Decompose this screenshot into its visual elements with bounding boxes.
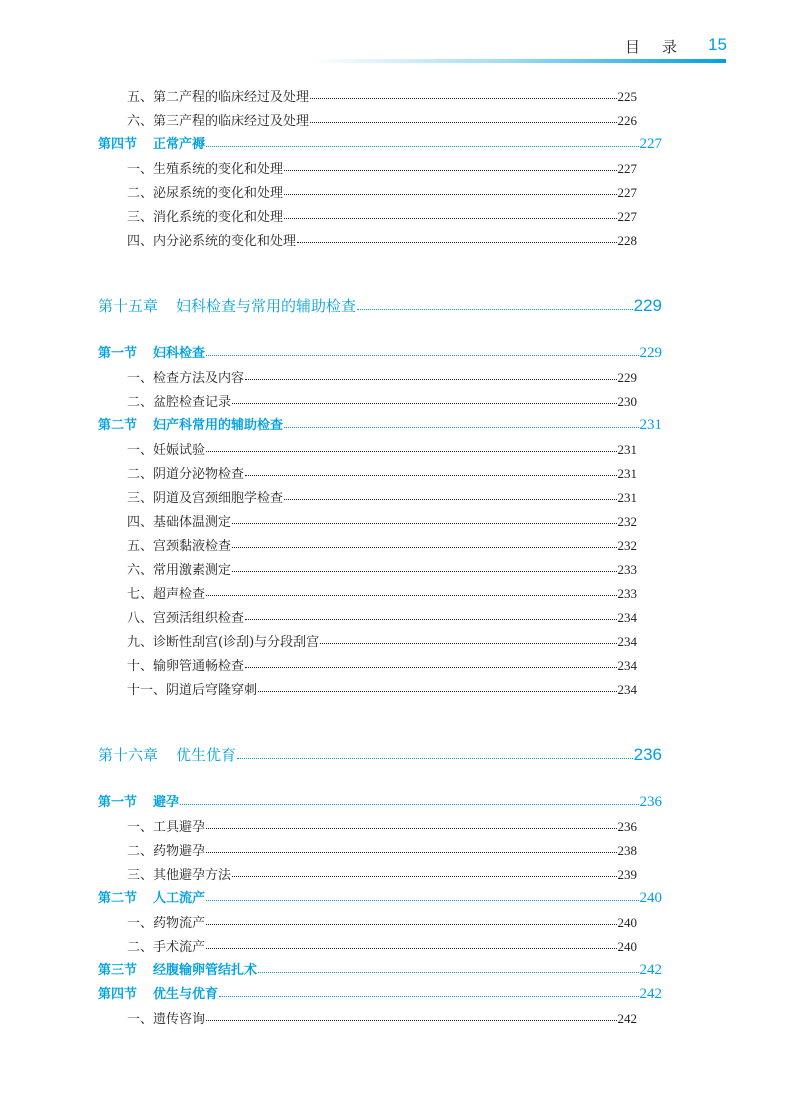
toc-item-page: 232 — [617, 538, 637, 553]
toc-chapter-page: 236 — [633, 745, 662, 764]
toc-item[interactable] — [127, 655, 637, 675]
leader-dots — [206, 451, 616, 452]
page-header — [0, 34, 800, 64]
leader-dots — [284, 170, 616, 171]
toc-section[interactable] — [98, 342, 662, 364]
toc-item[interactable] — [127, 631, 637, 651]
leader-dots — [206, 948, 616, 949]
toc-item-label: 二、泌尿系统的变化和处理 — [127, 186, 284, 201]
toc-item-label: 二、盆腔检查记录 — [127, 395, 232, 410]
toc-section-page: 231 — [639, 417, 662, 433]
leader-dots — [320, 643, 616, 644]
leader-dots — [245, 379, 616, 380]
leader-dots — [206, 852, 616, 853]
leader-dots — [284, 194, 616, 195]
leader-dots — [237, 758, 633, 759]
leader-dots — [310, 98, 616, 99]
leader-dots — [206, 595, 616, 596]
toc-item-page: 234 — [617, 610, 637, 625]
toc-item-label: 一、工具避孕 — [127, 820, 206, 835]
toc-item-label: 十、输卵管通畅检查 — [127, 659, 245, 674]
leader-dots — [206, 1020, 616, 1021]
leader-dots — [206, 146, 638, 147]
section-number: 第一节 — [98, 795, 138, 810]
toc-item[interactable] — [127, 110, 637, 130]
toc-item[interactable] — [127, 559, 637, 579]
header-page-number: 15 — [708, 35, 727, 54]
toc-item-page: 225 — [617, 89, 637, 104]
toc-item-page: 233 — [617, 562, 637, 577]
toc-item-label: 四、内分泌系统的变化和处理 — [127, 234, 297, 249]
toc-item[interactable] — [127, 487, 637, 507]
toc-item-page: 236 — [617, 819, 637, 834]
leader-dots — [180, 804, 638, 805]
toc-section-label — [98, 342, 205, 361]
section-title: 正常产褥 — [153, 137, 206, 152]
leader-dots — [245, 475, 616, 476]
toc-item[interactable] — [127, 158, 637, 178]
toc-item[interactable] — [127, 439, 637, 459]
section-number: 第四节 — [98, 987, 138, 1002]
toc-chapter-page: 229 — [633, 296, 662, 315]
toc-chapter-label — [98, 295, 356, 316]
leader-dots — [245, 667, 616, 668]
toc-section[interactable] — [98, 133, 662, 155]
leader-dots — [206, 924, 616, 925]
toc-item-page: 242 — [617, 1011, 637, 1026]
toc-item[interactable] — [127, 679, 637, 699]
toc-item-page: 234 — [617, 658, 637, 673]
toc-item[interactable] — [127, 840, 637, 860]
toc-item-page: 231 — [617, 490, 637, 505]
leader-dots — [310, 122, 616, 123]
section-title: 人工流产 — [153, 891, 206, 906]
leader-dots — [357, 309, 633, 310]
chapter-title: 优生优育 — [176, 746, 237, 764]
toc-item-label: 五、第二产程的临床经过及处理 — [127, 90, 310, 105]
toc-item-label: 二、药物避孕 — [127, 844, 206, 859]
toc-item-page: 240 — [617, 915, 637, 930]
leader-dots — [232, 547, 616, 548]
toc-section-page: 242 — [639, 986, 662, 1002]
leader-dots — [258, 691, 616, 692]
toc-item[interactable] — [127, 206, 637, 226]
section-number: 第一节 — [98, 346, 138, 361]
toc-item-page: 229 — [617, 370, 637, 385]
toc-item-label: 三、阴道及宫颈细胞学检查 — [127, 491, 284, 506]
leader-dots — [232, 403, 616, 404]
toc-item-page: 231 — [617, 442, 637, 457]
toc-section-page: 227 — [639, 136, 662, 152]
toc-item[interactable] — [127, 535, 637, 555]
toc-section-page: 236 — [639, 794, 662, 810]
toc-item[interactable] — [127, 912, 637, 932]
toc-section-label — [98, 133, 205, 152]
toc-item[interactable] — [127, 367, 637, 387]
toc-item-page: 230 — [617, 394, 637, 409]
leader-dots — [297, 242, 616, 243]
toc-item-page: 239 — [617, 867, 637, 882]
toc-item[interactable] — [127, 607, 637, 627]
toc-section[interactable] — [98, 791, 662, 813]
toc-item-label: 三、其他避孕方法 — [127, 868, 232, 883]
toc-chapter[interactable] — [98, 744, 662, 768]
toc-item-page: 233 — [617, 586, 637, 601]
toc-item[interactable] — [127, 864, 637, 884]
toc-item-page: 232 — [617, 514, 637, 529]
header-title-char: 目 — [625, 38, 641, 56]
toc-item[interactable] — [127, 182, 637, 202]
leader-dots — [284, 218, 616, 219]
section-title: 妇产科常用的辅助检查 — [153, 418, 284, 433]
toc-item-label: 七、超声检查 — [127, 587, 206, 602]
section-number: 第三节 — [98, 963, 138, 978]
header-title-char: 录 — [662, 38, 678, 56]
toc-section-label — [98, 414, 283, 433]
chapter-number: 第十六章 — [98, 746, 159, 764]
toc-item-page: 227 — [617, 161, 637, 176]
leader-dots — [232, 876, 616, 877]
toc-item-label: 八、宫颈活组织检查 — [127, 611, 245, 626]
toc-section-label — [98, 791, 179, 810]
toc-section-page: 229 — [639, 345, 662, 361]
section-number: 第二节 — [98, 418, 138, 433]
toc-chapter[interactable] — [98, 295, 662, 319]
toc-item-page: 227 — [617, 209, 637, 224]
leader-dots — [284, 427, 638, 428]
toc-item-label: 九、诊断性刮宫(诊刮)与分段刮宫 — [127, 635, 320, 650]
toc-chapter-label — [98, 744, 236, 765]
section-number: 第四节 — [98, 137, 138, 152]
toc-item-label: 一、检查方法及内容 — [127, 371, 245, 386]
toc-item[interactable] — [127, 1008, 637, 1028]
toc-item[interactable] — [127, 86, 637, 106]
toc-item-page: 238 — [617, 843, 637, 858]
toc-item[interactable] — [127, 230, 637, 250]
leader-dots — [232, 523, 616, 524]
toc-item-page: 234 — [617, 634, 637, 649]
toc-item-label: 十一、阴道后穹隆穿刺 — [127, 683, 258, 698]
toc-item-page: 234 — [617, 682, 637, 697]
toc-item-label: 四、基础体温测定 — [127, 515, 232, 530]
toc-item-page: 228 — [617, 233, 637, 248]
toc-item-label: 六、第三产程的临床经过及处理 — [127, 114, 310, 129]
toc-section[interactable] — [98, 983, 662, 1005]
leader-dots — [206, 900, 638, 901]
leader-dots — [206, 828, 616, 829]
leader-dots — [284, 499, 616, 500]
toc-section-label — [98, 959, 257, 978]
toc-item-label: 六、常用激素测定 — [127, 563, 232, 578]
chapter-number: 第十五章 — [98, 297, 159, 315]
toc-section-label — [98, 983, 218, 1002]
toc-item[interactable] — [127, 936, 637, 956]
section-title: 妇科检查 — [153, 346, 206, 361]
toc-item-label: 一、遗传咨询 — [127, 1012, 206, 1027]
toc-item-page: 231 — [617, 466, 637, 481]
toc-item[interactable] — [127, 391, 637, 411]
section-title: 避孕 — [153, 795, 180, 810]
toc-section[interactable] — [98, 414, 662, 436]
toc-item[interactable] — [127, 463, 637, 483]
leader-dots — [258, 972, 638, 973]
toc-item-label: 一、药物流产 — [127, 916, 206, 931]
toc-item[interactable] — [127, 816, 637, 836]
toc-item-label: 一、生殖系统的变化和处理 — [127, 162, 284, 177]
toc-item-label: 二、阴道分泌物检查 — [127, 467, 245, 482]
toc-item-label: 三、消化系统的变化和处理 — [127, 210, 284, 225]
header-title — [625, 36, 677, 57]
toc-section[interactable] — [98, 887, 662, 909]
leader-dots — [206, 355, 638, 356]
toc-section-page: 242 — [639, 962, 662, 978]
toc-item-label: 一、妊娠试验 — [127, 443, 206, 458]
header-gradient-bar — [310, 59, 726, 63]
toc-section-page: 240 — [639, 890, 662, 906]
toc-item-label: 二、手术流产 — [127, 940, 206, 955]
toc-item-page: 227 — [617, 185, 637, 200]
section-title: 优生与优育 — [153, 987, 219, 1002]
section-number: 第二节 — [98, 891, 138, 906]
toc-item-label: 五、宫颈黏液检查 — [127, 539, 232, 554]
leader-dots — [245, 619, 616, 620]
leader-dots — [219, 996, 638, 997]
toc-item-page: 226 — [617, 113, 637, 128]
toc-section-label — [98, 887, 205, 906]
toc-item-page: 240 — [617, 939, 637, 954]
toc-item[interactable] — [127, 583, 637, 603]
toc-section[interactable] — [98, 959, 662, 981]
chapter-title: 妇科检查与常用的辅助检查 — [176, 297, 357, 315]
toc-item[interactable] — [127, 511, 637, 531]
leader-dots — [232, 571, 616, 572]
section-title: 经腹输卵管结扎术 — [153, 963, 258, 978]
